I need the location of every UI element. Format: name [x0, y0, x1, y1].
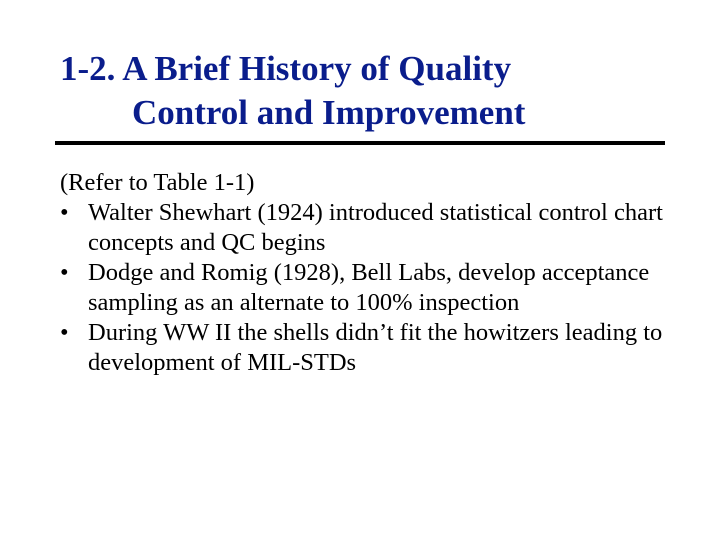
bullet-icon: •	[60, 199, 69, 226]
bullet-list	[60, 198, 680, 378]
bullet-item	[60, 318, 680, 378]
bullet-text: During WW II the shells didn’t fit the howitzers leading to development of MIL-STDs	[88, 319, 663, 376]
slide-title	[60, 47, 680, 135]
bullet-text: Walter Shewhart (1924) introduced statistical control chart concepts and QC begins	[88, 199, 663, 256]
bullet-icon: •	[60, 319, 69, 346]
slide-body	[60, 168, 680, 378]
bullet-item	[60, 258, 680, 318]
bullet-item	[60, 198, 680, 258]
bullet-text: Dodge and Romig (1928), Bell Labs, develop acceptance sampling as an alternate to 100% inspection	[88, 259, 650, 316]
bullet-icon: •	[60, 259, 69, 286]
slide-title-line-1: 1-2. A Brief History of Quality	[60, 49, 512, 88]
intro-text: (Refer to Table 1-1)	[60, 169, 255, 196]
title-divider	[55, 141, 665, 145]
slide-title-line-2: Control and Improvement	[132, 93, 526, 132]
